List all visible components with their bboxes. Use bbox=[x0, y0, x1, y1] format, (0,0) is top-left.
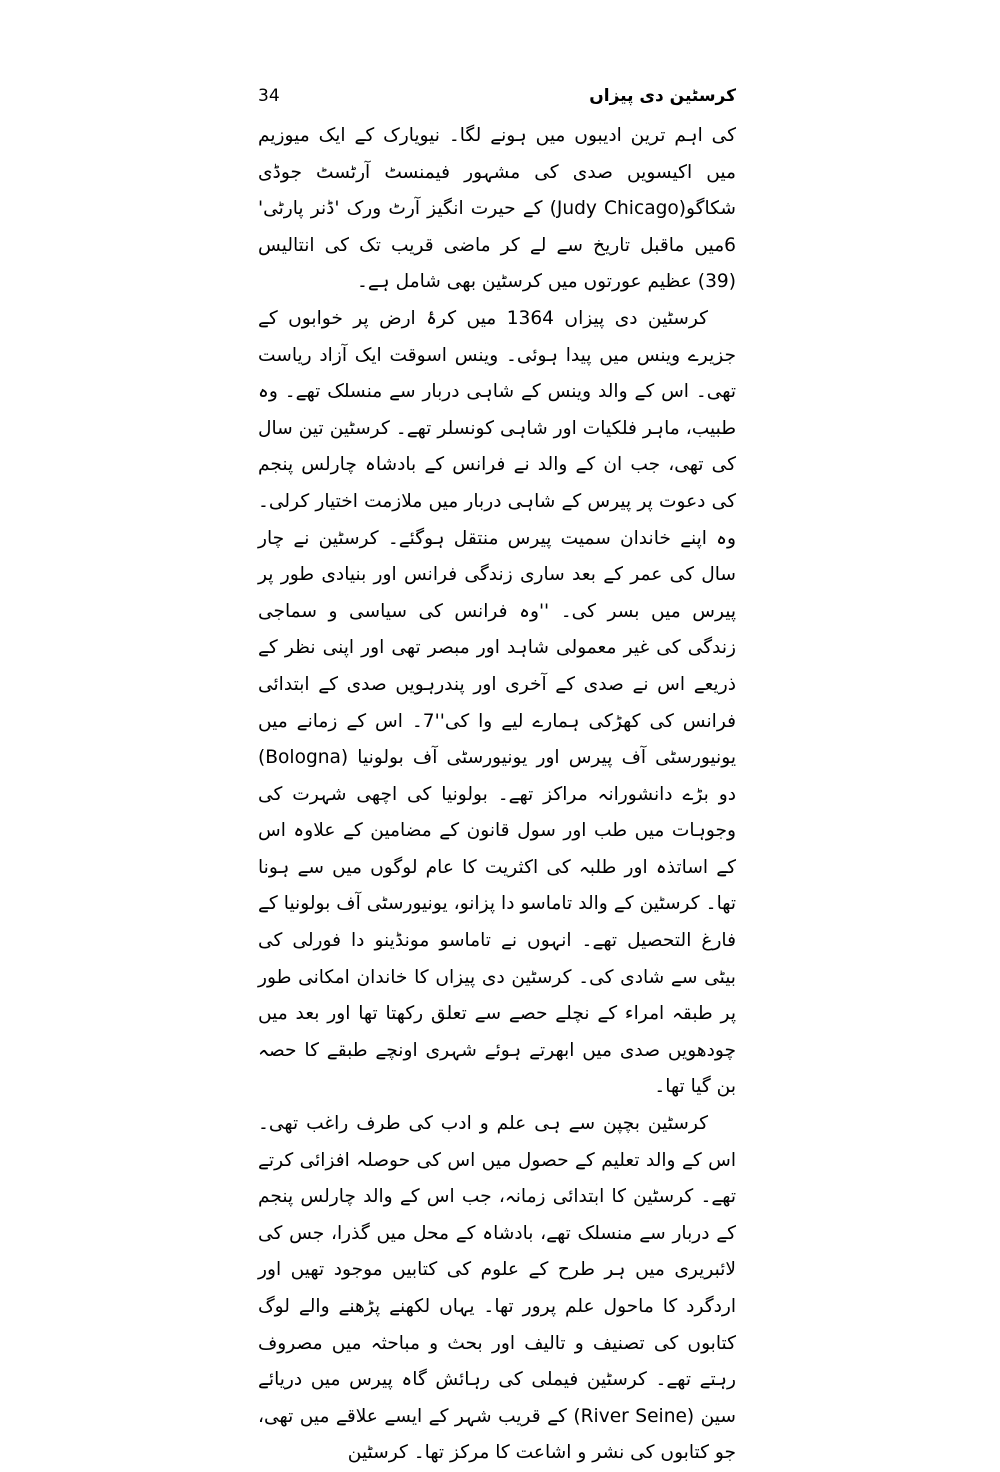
paragraph-3: کرسٹین بچپن سے ہی علم و ادب کی طرف راغب تھی۔ اس کے والد تعلیم کے حصول میں اس کی حوصلہ افزائی کرتے تھے۔ کرسٹین کا ابتدائی زمانہ، جب اس کے والد چارلس پنجم کے دربار سے منسلک تھے، بادشاہ کے محل میں گذرا، جس کی لائبریری میں ہر طرح کے علوم کی کتابیں موجود تھیں اور اردگرد کا ماحول علم پرور تھا۔ یہاں لکھنے پڑھنے والے لوگ کتابوں کی تصنیف و تالیف اور بحث و مباحثہ میں مصروف رہتے تھے۔ کرسٹین فیملی کی رہائش گاہ پیرس میں دریائے سین (River Seine) کے قریب شہر کے ایسے علاقے میں تھی، جو کتابوں کی نشر و اشاعت کا مرکز تھا۔ کرسٹین bbox=[258, 1113, 736, 1464]
body-text bbox=[258, 118, 736, 1472]
running-title: کرسٹین دی پیزاں bbox=[589, 86, 736, 106]
page-number: 34 bbox=[258, 86, 280, 106]
paragraph-1: کی اہم ترین ادیبوں میں ہونے لگا۔ نیویارک کے ایک میوزیم میں اکیسویں صدی کی مشہور فیمنسٹ آرٹسٹ جوڈی شکاگو(Judy Chicago) کے حیرت انگیز آرٹ ورک 'ڈنر پارٹی' 6میں ماقبل تاریخ سے لے کر ماضی قریب تک کی انتالیس (39) عظیم عورتوں میں کرسٹین بھی شامل ہے۔ bbox=[258, 125, 736, 293]
page-header bbox=[258, 86, 736, 116]
paragraph-2: کرسٹین دی پیزاں 1364 میں کرۂ ارض پر خوابوں کے جزیرے وینس میں پیدا ہوئی۔ وینس اسوقت ایک آزاد ریاست تھی۔ اس کے والد وینس کے شاہی دربار سے منسلک تھے۔ وہ طبیب، ماہر فلکیات اور شاہی کونسلر تھے۔ کرسٹین تین سال کی تھی، جب ان کے والد نے فرانس کے بادشاہ چارلس پنجم کی دعوت پر پیرس کے شاہی دربار میں ملازمت اختیار کرلی۔ وہ اپنے خاندان سمیت پیرس منتقل ہوگئے۔ کرسٹین نے چار سال کی عمر کے بعد ساری زندگی فرانس اور بنیادی طور پر پیرس میں بسر کی۔ ''وہ فرانس کی سیاسی و سماجی زندگی کی غیر معمولی شاہد اور مبصر تھی اور اپنی نظر کے ذریعے اس نے صدی کے آخری اور پندرہویں صدی کے ابتدائی فرانس کی کھڑکی ہمارے لیے وا کی''7۔ اس کے زمانے میں یونیورسٹی آف پیرس اور یونیورسٹی آف بولونیا (Bologna) دو بڑے دانشورانہ مراکز تھے۔ بولونیا کی اچھی شہرت کی وجوہات میں طب اور سول قانون کے مضامین کے علاوہ اس کے اساتذہ اور طلبہ کی اکثریت کا عام لوگوں میں سے ہونا تھا۔ کرسٹین کے والد تاماسو دا پزانو، یونیورسٹی آف بولونیا کے فارغ التحصیل تھے۔ انہوں نے تاماسو مونڈینو دا فورلی کی بیٹی سے شادی کی۔ کرسٹین دی پیزاں کا خاندان امکانی طور پر طبقہ امراء کے نچلے حصے سے تعلق رکھتا تھا اور بعد میں چودھویں صدی میں ابھرتے ہوئے شہری اونچے طبقے کا حصہ بن گیا تھا۔ bbox=[258, 307, 736, 1098]
